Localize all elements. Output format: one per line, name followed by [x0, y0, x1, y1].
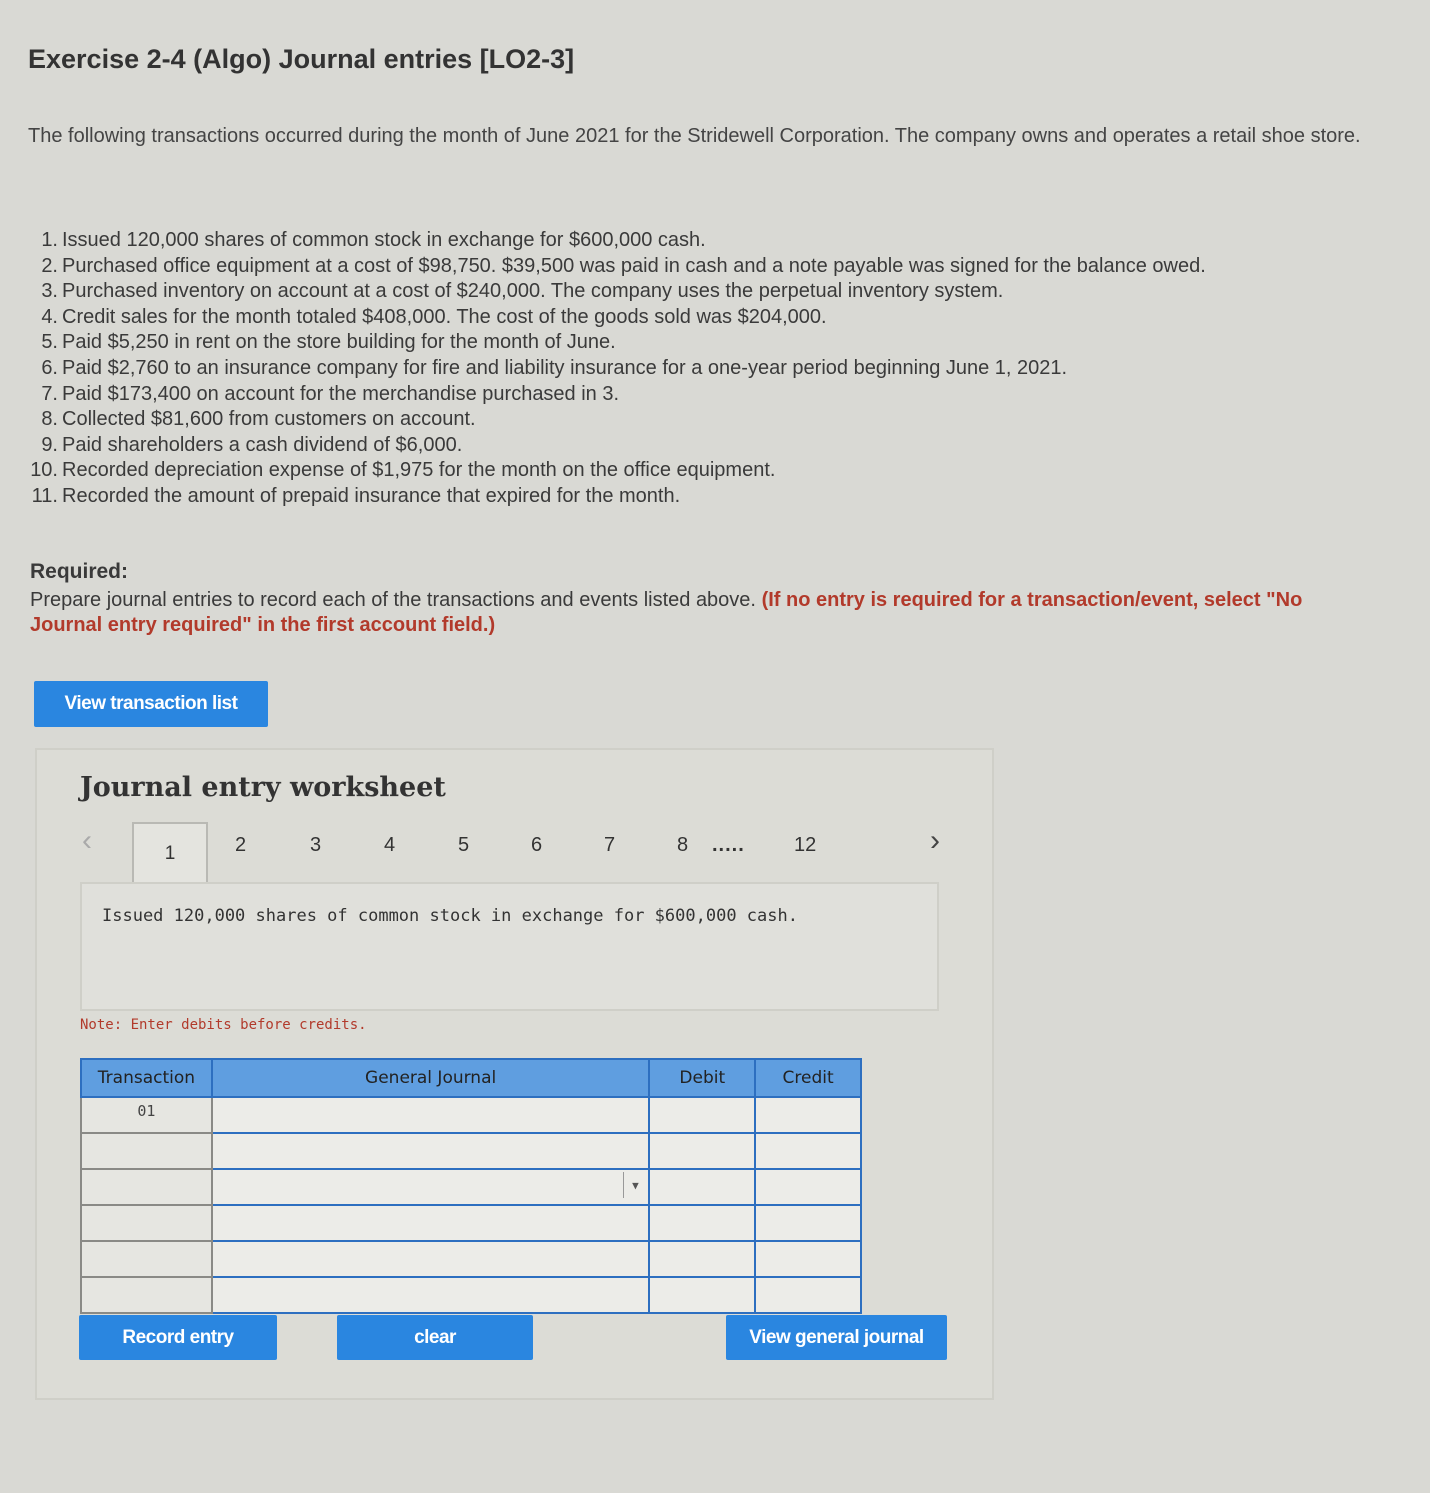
debit-field[interactable] [649, 1169, 755, 1205]
journal-table [80, 1058, 862, 1314]
dropdown-arrow-icon[interactable]: ▼ [623, 1172, 646, 1198]
required-instruction: (If no entry is required for a transaction/event, select "No Journal entry required" in the first account field.) [30, 589, 1303, 636]
credit-field[interactable] [755, 1133, 861, 1169]
tab-6[interactable]: 6 [531, 834, 543, 856]
table-row [81, 1169, 861, 1205]
tab-ellipsis: ..... [712, 834, 745, 856]
list-item: 1. Issued 120,000 shares of common stock in exchange for $600,000 cash. [41, 229, 706, 251]
intro-text: The following transactions occurred during the month of June 2021 for the Stridewell Corporation. The company owns and operates a retail shoe store. [28, 125, 1361, 147]
column-header-general-journal: General Journal [212, 1059, 650, 1097]
tab-1[interactable]: 1 [132, 822, 208, 884]
column-header-debit: Debit [649, 1059, 755, 1097]
debit-field[interactable] [649, 1133, 755, 1169]
debit-field[interactable] [649, 1205, 755, 1241]
debit-field[interactable] [649, 1277, 755, 1313]
credit-field[interactable] [755, 1205, 861, 1241]
account-field[interactable] [212, 1241, 650, 1277]
credit-field[interactable] [755, 1169, 861, 1205]
table-row [81, 1097, 861, 1133]
account-field[interactable] [212, 1205, 650, 1241]
transaction-description-box [80, 882, 939, 1011]
account-field[interactable] [212, 1133, 650, 1169]
tab-4[interactable]: 4 [384, 834, 396, 856]
debit-credit-note: Note: Enter debits before credits. [80, 1017, 367, 1033]
journal-header-row [81, 1059, 861, 1097]
list-item: 4. Credit sales for the month totaled $408,000. The cost of the goods sold was $204,000. [41, 305, 827, 328]
debit-field[interactable] [649, 1097, 755, 1133]
chevron-right-icon[interactable]: › [930, 824, 940, 857]
list-item: 10. Recorded depreciation expense of $1,975 for the month on the office equipment. [30, 459, 776, 482]
clear-button[interactable]: clear [337, 1315, 533, 1360]
credit-field[interactable] [755, 1241, 861, 1277]
table-row [81, 1133, 861, 1169]
tab-3[interactable]: 3 [310, 834, 322, 856]
tab-5[interactable]: 5 [458, 834, 470, 856]
list-item: 5. Paid $5,250 in rent on the store building for the month of June. [41, 331, 616, 354]
transaction-cell [81, 1169, 212, 1205]
transaction-cell [81, 1133, 212, 1169]
required-text: Prepare journal entries to record each of the transactions and events listed above. (If no entry is required for a transaction/event, select "No Journal entry required" in the first account field.) [30, 589, 1303, 636]
column-header-transaction: Transaction [81, 1059, 212, 1097]
account-field[interactable] [212, 1277, 650, 1313]
table-row [81, 1205, 861, 1241]
list-item: 11. Recorded the amount of prepaid insurance that expired for the month. [31, 484, 681, 507]
tab-2[interactable]: 2 [235, 834, 247, 856]
worksheet-title: Journal entry worksheet [80, 772, 446, 803]
transaction-cell [81, 1205, 212, 1241]
list-item: 9. Paid shareholders a cash dividend of $6,000. [41, 433, 463, 456]
transaction-description: Issued 120,000 shares of common stock in exchange for $600,000 cash. [102, 906, 798, 926]
table-row [81, 1241, 861, 1277]
list-item: 3. Purchased inventory on account at a cost of $240,000. The company uses the perpetual inventory system. [41, 280, 1004, 303]
list-item: 8. Collected $81,600 from customers on account. [41, 408, 476, 431]
debit-field[interactable] [649, 1241, 755, 1277]
column-header-credit: Credit [755, 1059, 861, 1097]
record-entry-button[interactable]: Record entry [79, 1315, 277, 1360]
view-transaction-list-button[interactable]: View transaction list [34, 681, 268, 727]
transaction-cell: 01 [81, 1097, 212, 1133]
transaction-list [28, 228, 1408, 510]
tab-12[interactable]: 12 [794, 834, 817, 856]
account-field[interactable] [212, 1097, 650, 1133]
list-item: 7. Paid $173,400 on account for the merchandise purchased in 3. [41, 382, 620, 405]
tab-7[interactable]: 7 [604, 834, 616, 856]
list-item: 2. Purchased office equipment at a cost of $98,750. $39,500 was paid in cash and a note payable was signed for the balance owed. [41, 254, 1206, 277]
tab-8[interactable]: 8 [677, 834, 689, 856]
required-heading: Required: [30, 560, 129, 583]
account-dropdown[interactable] [212, 1169, 650, 1205]
transaction-cell [81, 1277, 212, 1313]
worksheet-tabs [80, 820, 950, 882]
list-item: 6. Paid $2,760 to an insurance company for fire and liability insurance for a one-year period beginning June 1, 2021. [41, 356, 1068, 379]
view-general-journal-button[interactable]: View general journal [726, 1315, 947, 1360]
transaction-cell [81, 1241, 212, 1277]
credit-field[interactable] [755, 1097, 861, 1133]
page-title: Exercise 2-4 (Algo) Journal entries [LO2-3] [28, 44, 575, 74]
credit-field[interactable] [755, 1277, 861, 1313]
chevron-left-icon[interactable]: ‹ [82, 824, 92, 857]
table-row [81, 1277, 861, 1313]
